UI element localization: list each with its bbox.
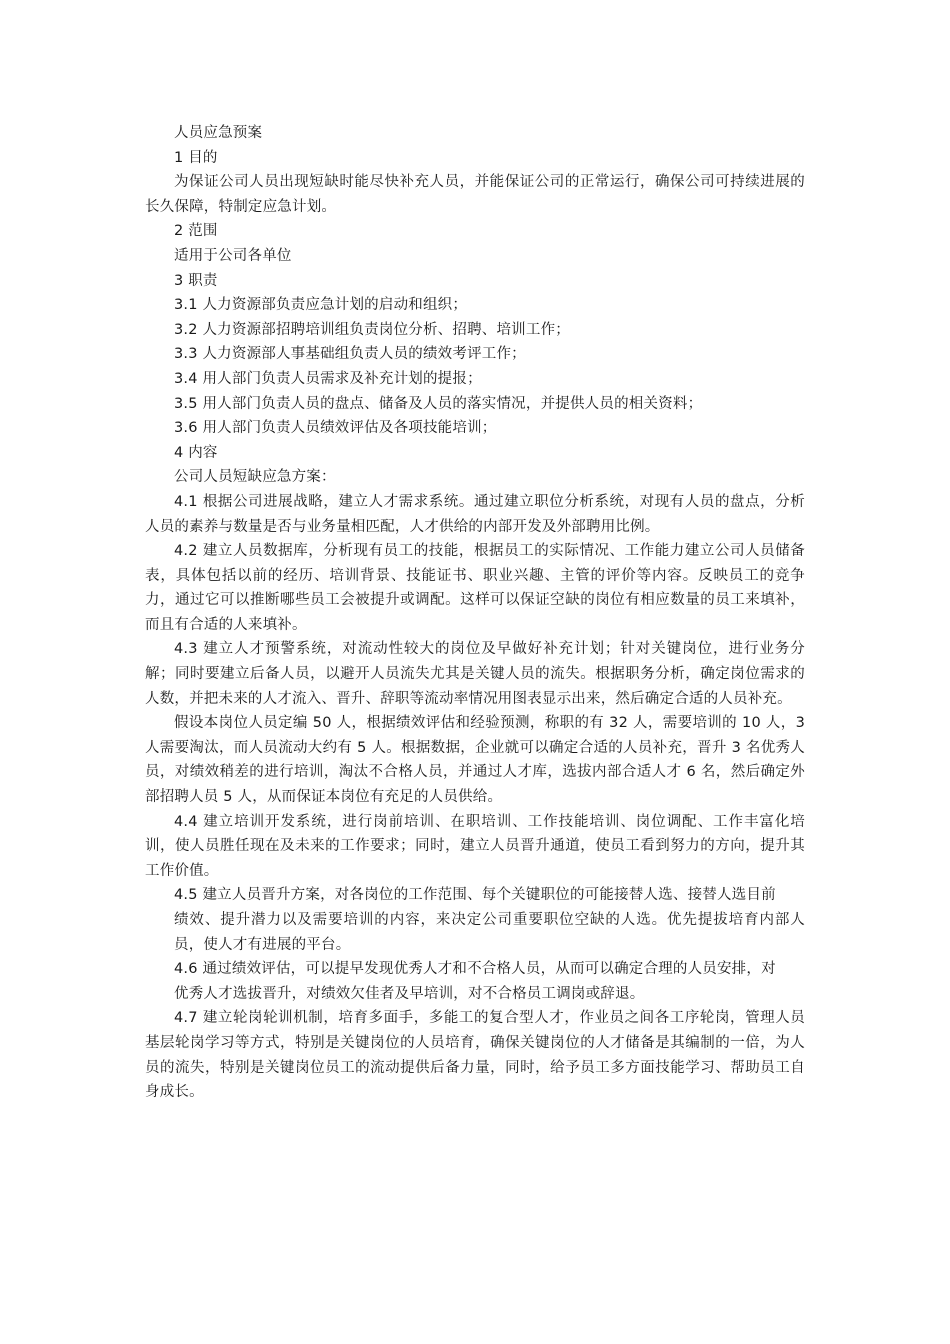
paragraph-purpose: 为保证公司人员出现短缺时能尽快补充人员，并能保证公司的正常运行，确保公司可持续进展的长久保障，特制定应急计划。	[145, 174, 805, 215]
paragraph-content-4-4: 4.4 建立培训开发系统，进行岗前培训、在职培训、工作技能培训、岗位调配、工作丰富化培训，使人员胜任现在及未来的工作要求；同时，建立人员晋升通道，使员工看到努力的方向，提升其工作价值。	[145, 813, 805, 879]
paragraph-duty-3-5: 3.5 用人部门负责人员的盘点、储备及人员的落实情况，并提供人员的相关资料；	[174, 395, 703, 412]
paragraph-content-4-3: 4.3 建立人才预警系统，对流动性较大的岗位及早做好补充计划；针对关键岗位，进行业务分解；同时要建立后备人员，以避开人员流失尤其是关键人员的流失。根据职务分析，确定岗位需求的人数，并把未来的人才流入、晋升、辞职等流动率情况用图表显示出来，然后确定合适的人员补充。	[145, 641, 805, 707]
paragraph-duty-3-4: 3.4 用人部门负责人员需求及补充计划的提报；	[174, 370, 482, 387]
paragraph-duty-3-2: 3.2 人力资源部招聘培训组负责岗位分析、招聘、培训工作；	[174, 321, 570, 338]
section-heading-purpose: 1 目的	[174, 149, 218, 166]
section-heading-scope: 2 范围	[174, 223, 218, 240]
paragraph-scope: 适用于公司各单位	[174, 247, 292, 264]
paragraph-duty-3-6: 3.6 用人部门负责人员绩效评估及各项技能培训；	[174, 420, 497, 437]
paragraph-content-4-5-continued: 绩效、提升潜力以及需要培训的内容，来决定公司重要职位空缺的人选。优先提拔培育内部人员，使人才有进展的平台。	[174, 912, 805, 953]
paragraph-content-4-6-continued: 优秀人才选拔晋升，对绩效欠佳者及早培训，对不合格员工调岗或辞退。	[174, 985, 645, 1002]
section-heading-duties: 3 职责	[174, 272, 218, 289]
paragraph-content-4-7: 4.7 建立轮岗轮训机制，培育多面手，多能工的复合型人才，作业员之间各工序轮岗，管理人员基层轮岗学习等方式，特别是关键岗位的人员培育，确保关键岗位的人才储备是其编制的一倍，为人员的流失，特别是关键岗位员工的流动提供后备力量，同时，给予员工多方面技能学习、帮助员工自身成长。	[145, 1010, 805, 1101]
paragraph-content-4-6: 4.6 通过绩效评估，可以提早发现优秀人才和不合格人员，从而可以确定合理的人员安排，对	[174, 961, 776, 978]
paragraph-content-4-1: 4.1 根据公司进展战略，建立人才需求系统。通过建立职位分析系统，对现有人员的盘点，分析人员的素养与数量是否与业务量相匹配，人才供给的内部开发及外部聘用比例。	[145, 493, 805, 535]
paragraph-duty-3-1: 3.1 人力资源部负责应急计划的启动和组织；	[174, 297, 468, 314]
paragraph-content-intro: 公司人员短缺应急方案：	[174, 469, 336, 486]
document-title: 人员应急预案	[174, 125, 263, 141]
document-page	[145, 121, 805, 1105]
paragraph-example: 假设本岗位人员定编 50 人，根据绩效评估和经验预测，称职的有 32 人，需要培训的 10 人，3 人需要淘汰，而人员流动大约有 5 人。根据数据，企业就可以确定合适的人员补充，晋升 3 名优秀人员，对绩效稍差的进行培训，淘汰不合格人员，并通过人才库，选拔内部合适人才 6 名，然后确定外部招聘人员 5 人，从而保证本岗位有充足的人员供给。	[145, 715, 805, 806]
section-heading-content: 4 内容	[174, 444, 218, 461]
paragraph-content-4-2: 4.2 建立人员数据库，分析现有员工的技能，根据员工的实际情况、工作能力建立公司人员储备表，具体包括以前的经历、培训背景、技能证书、职业兴趣、主管的评价等内容。反映员工的竞争力，通过它可以推断哪些员工会被提升或调配。这样可以保证空缺的岗位有相应数量的员工来填补，而且有合适的人来填补。	[145, 543, 805, 633]
paragraph-duty-3-3: 3.3 人力资源部人事基础组负责人员的绩效考评工作；	[174, 346, 526, 363]
paragraph-content-4-5: 4.5 建立人员晋升方案，对各岗位的工作范围、每个关键职位的可能接替人选、接替人选目前	[174, 887, 776, 904]
